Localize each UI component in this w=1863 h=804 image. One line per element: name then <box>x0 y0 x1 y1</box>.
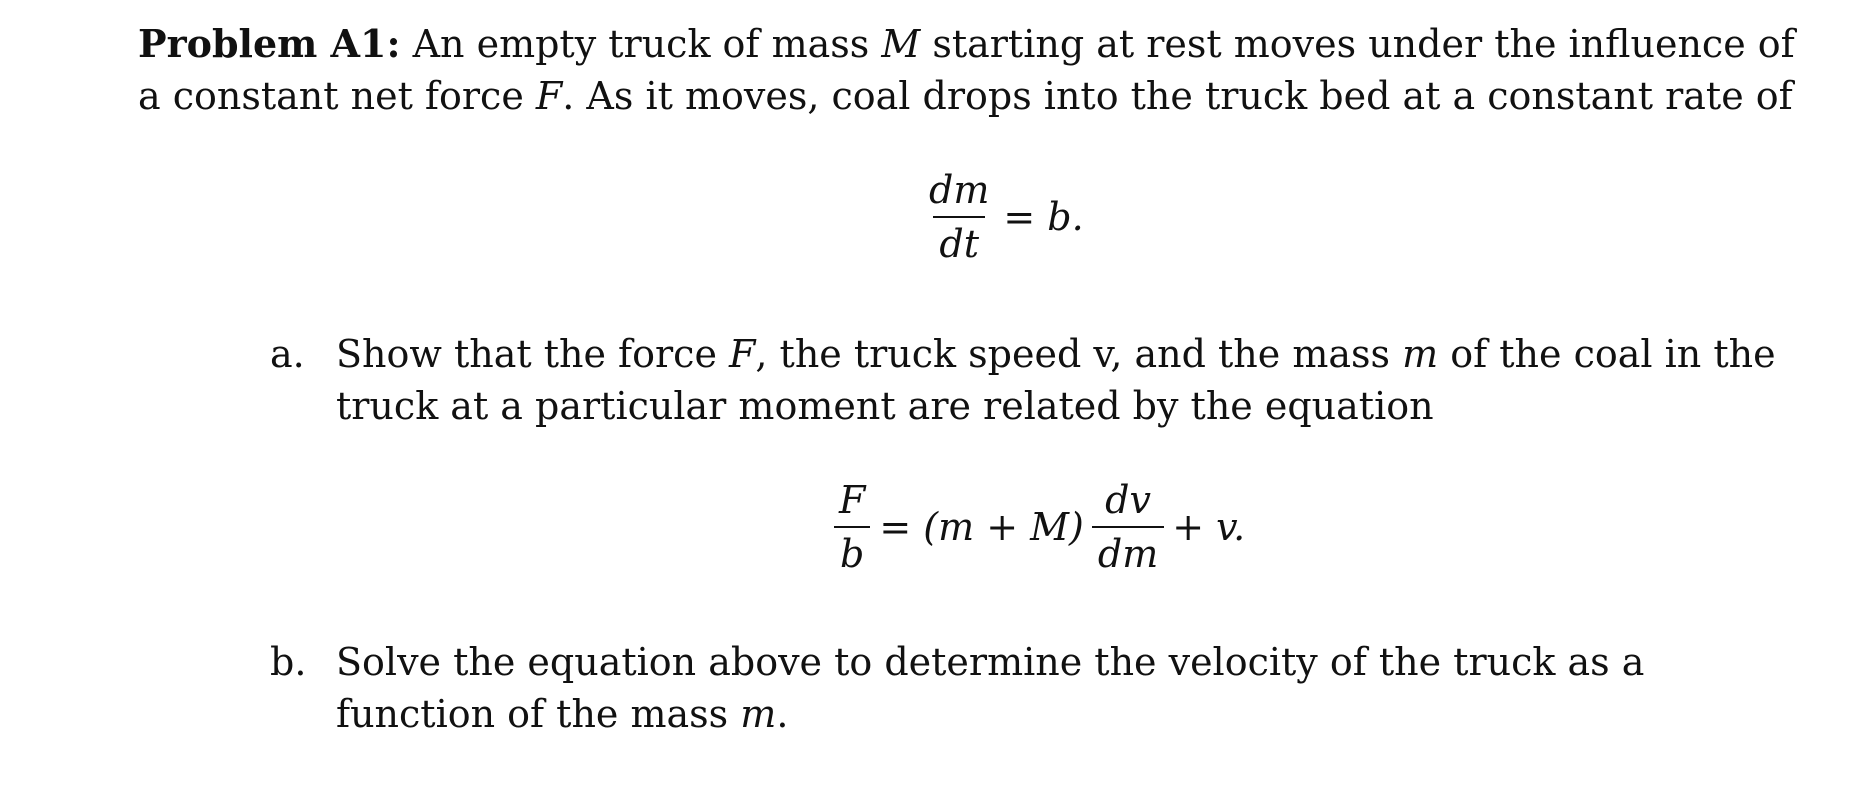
fraction-numerator: dm <box>929 168 990 212</box>
intro-text-1: An empty truck of mass <box>400 22 882 66</box>
problem-label: Problem A1: <box>138 21 401 66</box>
intro-text-2: starting at rest moves under the influence of a constant net force <box>138 22 1795 118</box>
fraction-denominator: dm <box>1092 526 1164 576</box>
part-a-marker: a. <box>270 332 305 376</box>
part-a-var-force: F <box>729 332 756 376</box>
part-b-var-mass: m <box>740 692 777 736</box>
equation-middle: = (m + M) <box>879 505 1084 549</box>
part-a-text-3: of the coal in the truck at a particular moment are related by the equation <box>336 332 1776 428</box>
fraction-numerator: dv <box>1105 478 1151 522</box>
fraction-numerator: F <box>839 478 866 522</box>
part-b-marker: b. <box>270 640 307 684</box>
problem-statement <box>138 18 1798 122</box>
intro-var-force: F <box>535 74 563 118</box>
part-a-var-mass: m <box>1402 332 1439 376</box>
intro-text-3: . As it moves, coal drops into the truck bed at a constant rate of <box>562 74 1793 118</box>
intro-var-mass: M <box>881 22 921 66</box>
part-b-text <box>336 636 1810 740</box>
equation-tail: + v. <box>1172 505 1246 549</box>
equation-rhs: = b. <box>1003 195 1084 239</box>
fraction-f-b <box>833 478 871 576</box>
fraction-denominator: b <box>834 526 870 576</box>
fraction-dv-dm <box>1092 478 1164 576</box>
equation-rate <box>915 168 1084 266</box>
part-b-text-1: Solve the equation above to determine the velocity of the truck as a function of the mass <box>336 640 1645 736</box>
equation-relation <box>825 478 1245 576</box>
part-a-text-1: Show that the force <box>336 332 730 376</box>
part-b-text-2: . <box>776 692 789 736</box>
part-a-text-2: , the truck speed v, and the mass <box>755 332 1403 376</box>
part-a-text <box>336 328 1810 432</box>
part-b <box>270 636 1810 740</box>
fraction-denominator: dt <box>933 216 985 266</box>
part-a <box>270 328 1810 432</box>
fraction-dm-dt <box>923 168 995 266</box>
